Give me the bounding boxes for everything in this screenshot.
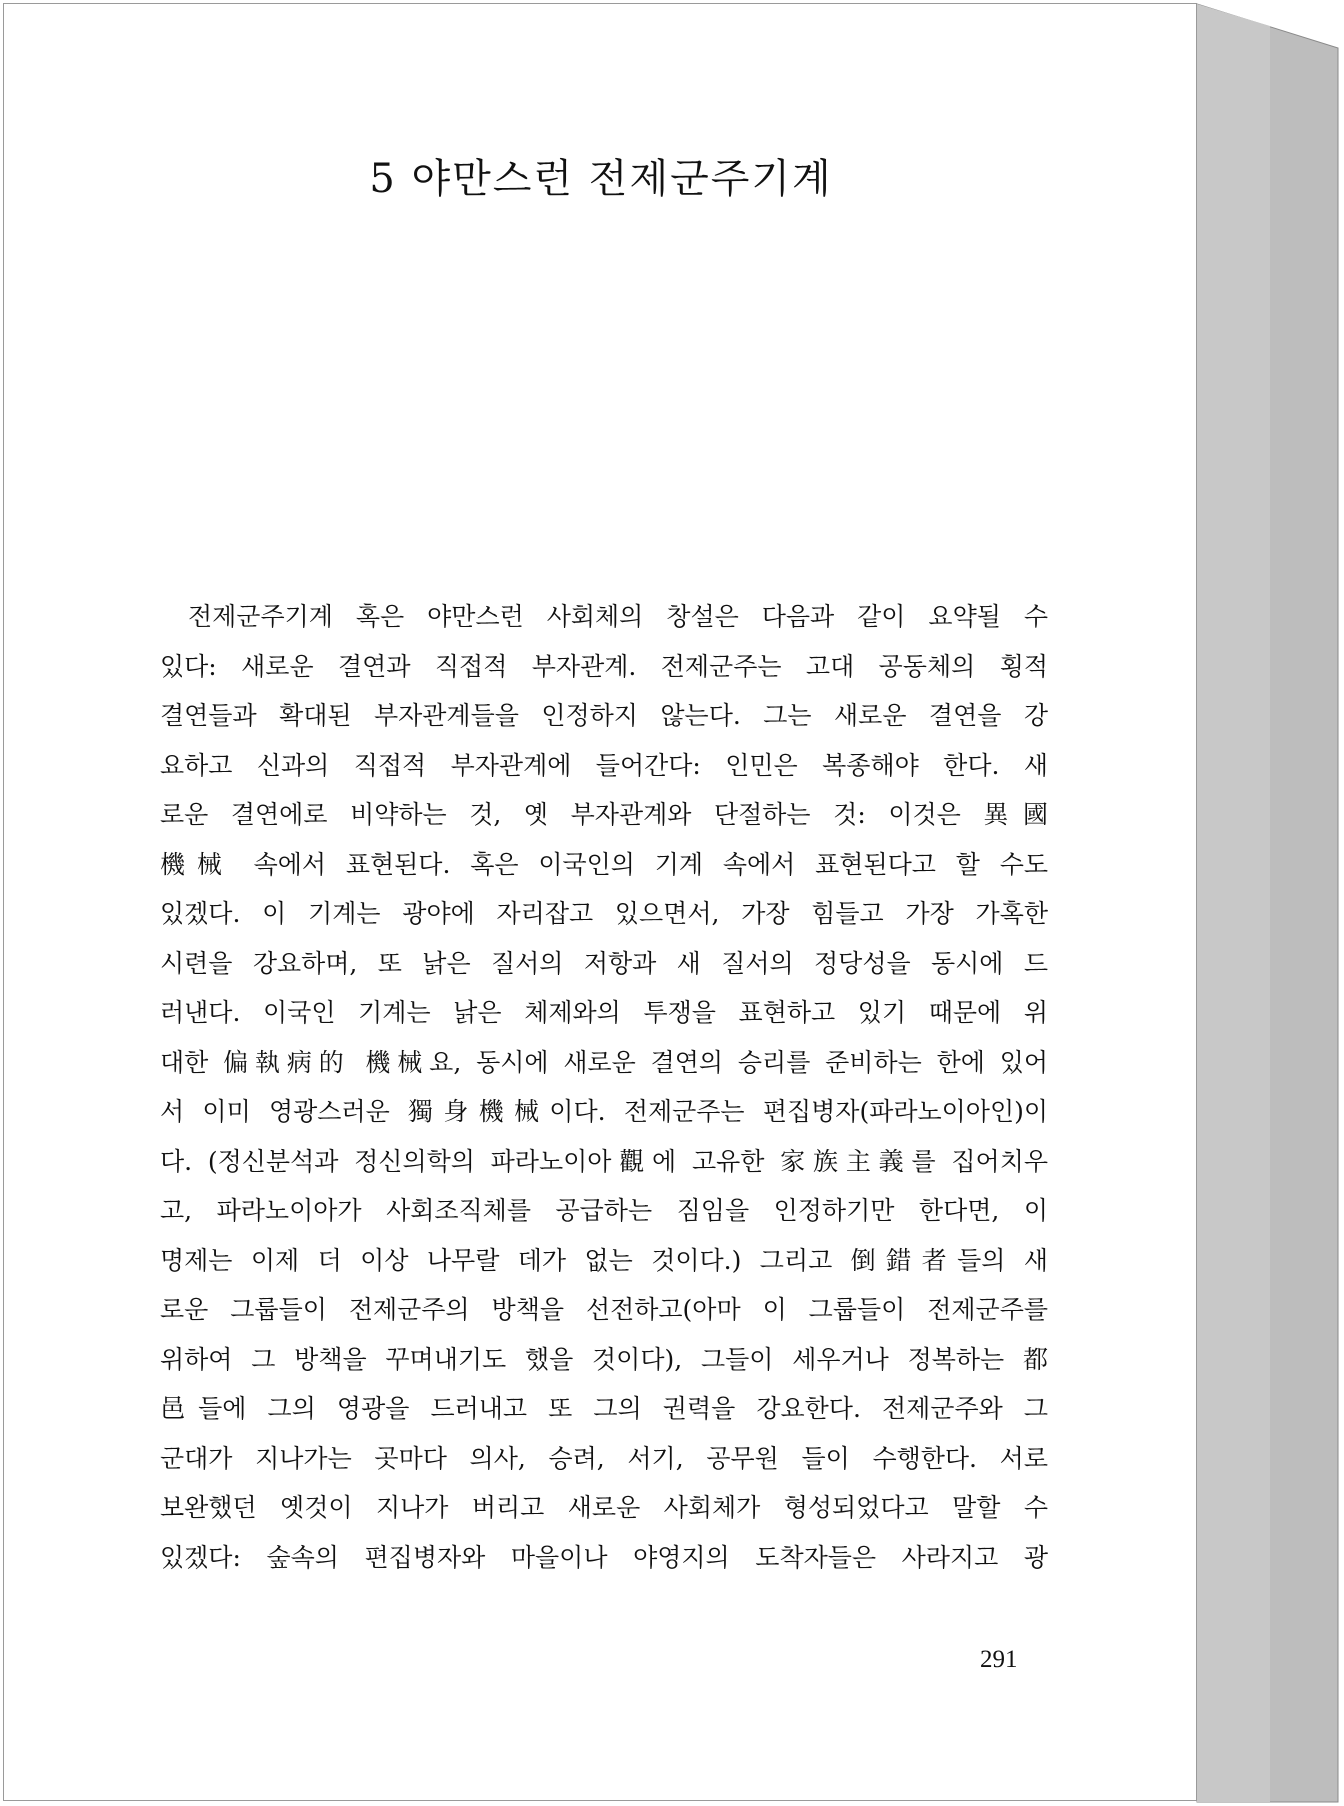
text-line: 명제는 이제 더 이상 나무랄 데가 없는 것이다.) 그리고 倒錯者들의 새 (160, 1245, 1048, 1275)
text-line: 다. (정신분석과 정신의학의 파라노이아觀에 고유한 家族主義를 집어치우 (160, 1146, 1048, 1176)
text-line: 고, 파라노이아가 사회조직체를 공급하는 짐임을 인정하기만 한다면, 이 (160, 1196, 1048, 1225)
text-line: 있겠다. 이 기계는 광야에 자리잡고 있으면서, 가장 힘들고 가장 가혹한 (160, 899, 1048, 928)
text-line: 러낸다. 이국인 기계는 낡은 체제와의 투쟁을 표현하고 있기 때문에 위 (160, 998, 1048, 1027)
text-line: 邑들에 그의 영광을 드러내고 또 그의 권력을 강요한다. 전제군주와 그 (160, 1394, 1048, 1423)
text-line: 로운 그룹들이 전제군주의 방책을 선전하고(아마 이 그룹들이 전제군주를 (160, 1295, 1048, 1324)
text-line: 있겠다: 숲속의 편집병자와 마을이나 야영지의 도착자들은 사라지고 광 (160, 1542, 1048, 1572)
text-line: 로운 결연에로 비약하는 것, 옛 부자관계와 단절하는 것: 이것은 異國 (160, 800, 1048, 829)
text-line: 보완했던 옛것이 지나가 버리고 새로운 사회체가 형성되었다고 말할 수 (160, 1493, 1048, 1522)
book-page (3, 3, 1197, 1801)
text-line: 機械 속에서 표현된다. 혹은 이국인의 기계 속에서 표현된다고 할 수도 (160, 849, 1048, 879)
text-line: 위하여 그 방책을 꾸며내기도 했을 것이다), 그들이 세우거나 정복하는 都 (160, 1344, 1048, 1374)
text-line: 군대가 지나가는 곳마다 의사, 승려, 서기, 공무원 들이 수행한다. 서로 (160, 1443, 1048, 1473)
text-line: 결연들과 확대된 부자관계들을 인정하지 않는다. 그는 새로운 결연을 강 (160, 701, 1048, 730)
text-line: 서 이미 영광스러운 獨身機械이다. 전제군주는 편집병자(파라노이아인)이 (160, 1097, 1048, 1126)
text-line: 시련을 강요하며, 또 낡은 질서의 저항과 새 질서의 정당성을 동시에 드 (160, 948, 1048, 978)
text-line: 요하고 신과의 직접적 부자관계에 들어간다: 인민은 복종해야 한다. 새 (160, 750, 1048, 780)
chapter-title: 5 야만스런 전제군주기계 (369, 156, 833, 202)
page-number: 291 (980, 1646, 1018, 1673)
body-text (160, 592, 1048, 1582)
text-line: 대한 偏執病的 機械요, 동시에 새로운 결연의 승리를 준비하는 한에 있어 (160, 1047, 1048, 1077)
text-line: 있다: 새로운 결연과 직접적 부자관계. 전제군주는 고대 공동체의 횡적 (160, 651, 1048, 681)
text-line: 전제군주기계 혹은 야만스런 사회체의 창설은 다음과 같이 요약될 수 (188, 602, 1048, 631)
